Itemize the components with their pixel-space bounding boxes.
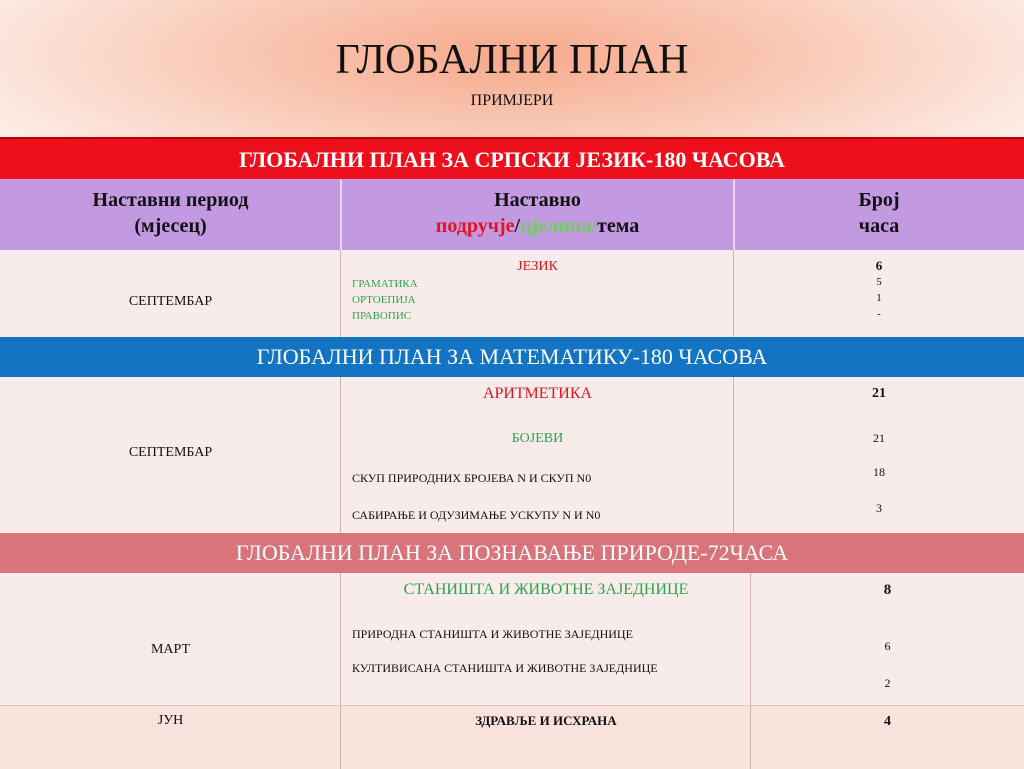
topic-item: СКУП ПРИРОДНИХ БРОЈЕВА N И СКУП N0 <box>352 471 592 485</box>
table-row-math <box>0 377 1024 533</box>
hours-cell: 3 <box>876 501 882 515</box>
hours-cell: 1 <box>876 292 882 304</box>
month-cell: СЕПТЕМБАР <box>128 294 213 309</box>
area-label-separator: / <box>514 215 521 237</box>
area-cell: ЗДРАВЉЕ И ИСХРАНА <box>475 713 617 728</box>
hours-cell: 2 <box>884 676 891 690</box>
month-cell: СЕПТЕМБАР <box>128 445 213 460</box>
column-header-area-line1: Наставно <box>494 189 581 211</box>
column-header-area-line2 <box>341 213 734 239</box>
slide-header <box>0 0 1024 137</box>
topic-item: САБИРАЊЕ И ОДУЗИМАЊЕ УСКУПУ N И N0 <box>352 508 601 522</box>
slide-subtitle: ПРИМЈЕРИ <box>470 92 554 109</box>
month-cell: МАРТ <box>150 642 191 657</box>
topic-item: ПРАВОПИС <box>352 310 412 322</box>
area-cell: СТАНИШТА И ЖИВОТНЕ ЗАЈЕДНИЦЕ <box>403 581 689 598</box>
topic-item: ГРАМАТИКА <box>352 278 418 290</box>
area-label-tema: тема <box>597 215 640 237</box>
section-banner-nature: ГЛОБАЛНИ ПЛАН ЗА ПОЗНАВАЊЕ ПРИРОДЕ-72ЧАСА <box>0 533 1024 573</box>
slide-title: ГЛОБАЛНИ ПЛАН <box>335 37 689 83</box>
area-cell: АРИТМЕТИКА <box>482 385 593 402</box>
column-header-hours-line2: часа <box>858 215 900 237</box>
hours-cell: 4 <box>884 714 891 729</box>
column-header-period <box>0 179 341 250</box>
area-cell: ЈЕЗИК <box>517 259 558 274</box>
column-header-area <box>341 179 734 250</box>
table-row-nature <box>0 573 1024 705</box>
hours-cell: 21 <box>873 431 885 445</box>
hours-cell: 18 <box>873 465 885 479</box>
topic-item: КУЛТИВИСАНА СТАНИШТА И ЖИВОТНЕ ЗАЈЕДНИЦЕ <box>352 661 658 675</box>
column-header-hours <box>734 179 1024 250</box>
column-header-period-line1: Наставни период <box>92 189 249 211</box>
topic-item: ПРИРОДНА СТАНИШТА И ЖИВОТНЕ ЗАЈЕДНИЦЕ <box>352 627 633 641</box>
hours-cell: 8 <box>883 582 892 598</box>
area-label-podrucje: подручје <box>435 215 515 237</box>
hours-cell: 6 <box>884 639 891 653</box>
hours-cell: 21 <box>872 386 886 401</box>
table-row-serbian <box>0 250 1024 337</box>
hours-cell: 5 <box>876 276 882 288</box>
section-banner-serbian: ГЛОБАЛНИ ПЛАН ЗА СРПСКИ ЈЕЗИК-180 ЧАСОВА <box>0 137 1024 183</box>
month-cell: ЈУН <box>157 713 184 728</box>
table-row-health <box>0 705 1024 769</box>
hours-cell: 6 <box>875 258 883 273</box>
unit-cell: БОЈЕВИ <box>511 431 564 446</box>
hours-cell: - <box>877 308 881 320</box>
column-header-period-line2: (мјесец) <box>134 215 207 237</box>
column-header-hours-line1: Број <box>858 189 900 211</box>
table-header-row <box>0 179 1024 250</box>
section-banner-math: ГЛОБАЛНИ ПЛАН ЗА МАТЕМАТИКУ-180 ЧАСОВА <box>0 337 1024 377</box>
area-label-cjelina: цјелина/ <box>520 215 597 237</box>
topic-item: ОРТОЕПИЈА <box>352 294 416 306</box>
